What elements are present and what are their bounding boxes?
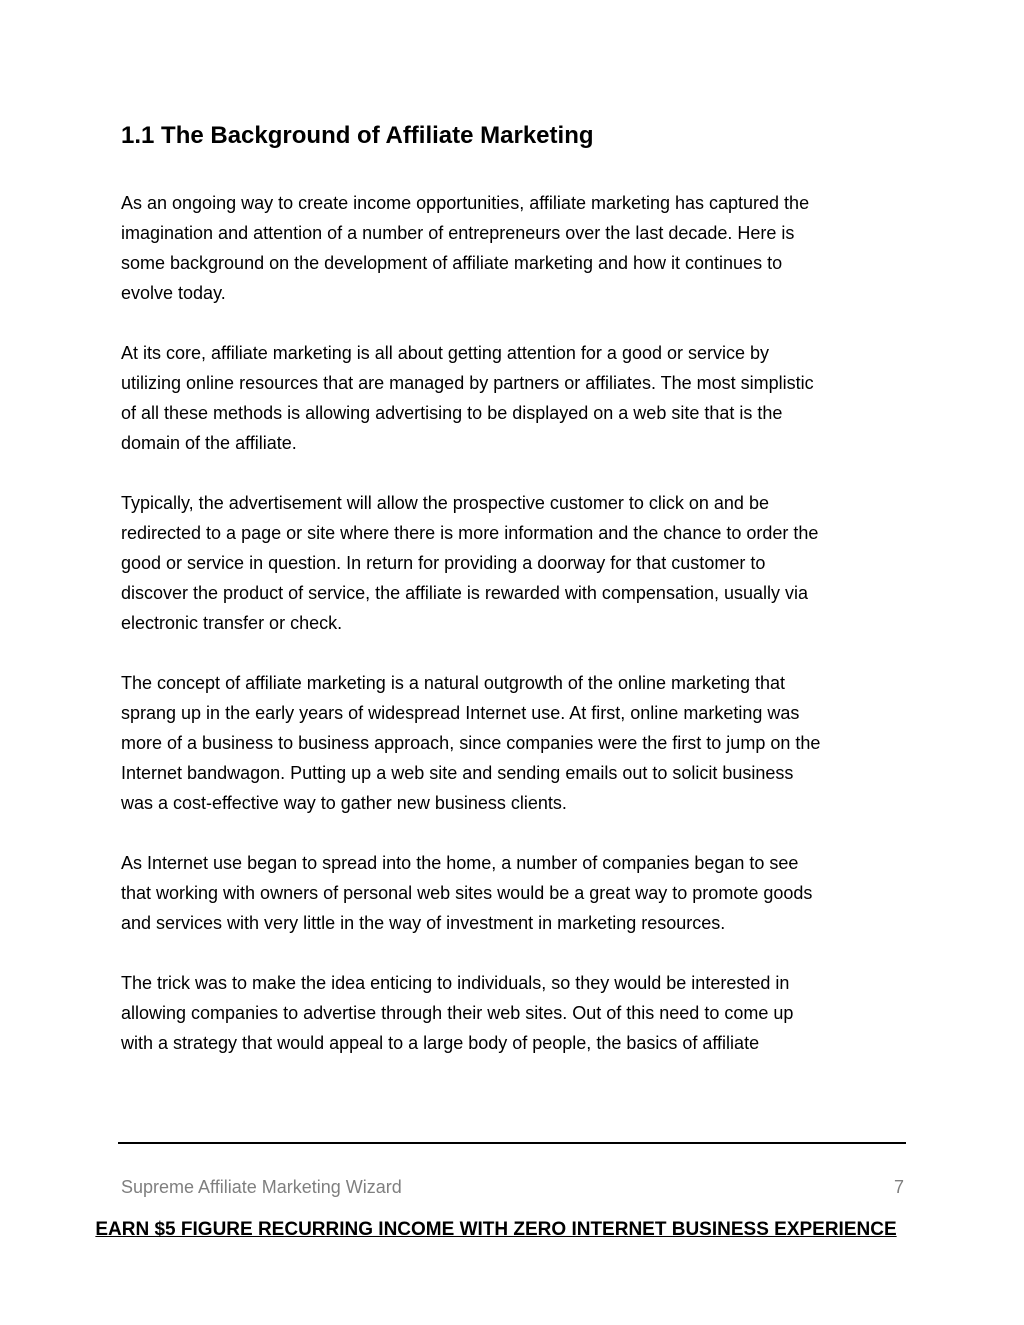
- paragraph-line: with a strategy that would appeal to a large body of people, the basics of affiliate: [121, 1033, 760, 1053]
- paragraph-line: utilizing online resources that are managed by partners or affiliates. The most simplistic: [121, 373, 814, 393]
- paragraph-line: imagination and attention of a number of entrepreneurs over the last decade. Here is: [121, 223, 795, 243]
- body-text: [121, 188, 921, 1088]
- paragraph-4: [121, 668, 921, 818]
- paragraph-line: Typically, the advertisement will allow the prospective customer to click on and be: [121, 493, 769, 513]
- promo-link[interactable]: EARN $5 FIGURE RECURRING INCOME WITH ZERO INTERNET BUSINESS EXPERIENCE: [95, 1219, 897, 1240]
- paragraph-line: of all these methods is allowing advertising to be displayed on a web site that is the: [121, 403, 783, 423]
- footer-document-title: Supreme Affiliate Marketing Wizard: [121, 1177, 402, 1197]
- paragraph-line: As an ongoing way to create income opportunities, affiliate marketing has captured the: [121, 193, 810, 213]
- paragraph-1: [121, 188, 921, 308]
- footer-divider: [118, 1142, 906, 1144]
- footer-page-number: 7: [893, 1177, 904, 1197]
- paragraph-line: some background on the development of affiliate marketing and how it continues to: [121, 253, 783, 273]
- paragraph-6: [121, 968, 921, 1058]
- section-heading: 1.1 The Background of Affiliate Marketing: [121, 122, 594, 149]
- paragraph-line: good or service in question. In return for providing a doorway for that customer to: [121, 553, 766, 573]
- paragraph-line: that working with owners of personal web sites would be a great way to promote goods: [121, 883, 813, 903]
- paragraph-line: domain of the affiliate.: [121, 433, 297, 453]
- paragraph-line: evolve today.: [121, 283, 226, 303]
- paragraph-line: The trick was to make the idea enticing to individuals, so they would be interested in: [121, 973, 790, 993]
- paragraph-line: more of a business to business approach, since companies were the first to jump on the: [121, 733, 821, 753]
- paragraph-line: was a cost-effective way to gather new business clients.: [121, 793, 567, 813]
- paragraph-line: allowing companies to advertise through their web sites. Out of this need to come up: [121, 1003, 794, 1023]
- paragraph-line: electronic transfer or check.: [121, 613, 343, 633]
- paragraph-line: redirected to a page or site where there is more information and the chance to order the: [121, 523, 819, 543]
- paragraph-5: [121, 848, 921, 938]
- paragraph-line: discover the product of service, the affiliate is rewarded with compensation, usually via: [121, 583, 809, 603]
- paragraph-line: Internet bandwagon. Putting up a web site and sending emails out to solicit business: [121, 763, 794, 783]
- paragraph-line: At its core, affiliate marketing is all about getting attention for a good or service by: [121, 343, 770, 363]
- paragraph-line: and services with very little in the way of investment in marketing resources.: [121, 913, 726, 933]
- paragraph-line: The concept of affiliate marketing is a natural outgrowth of the online marketing that: [121, 673, 786, 693]
- paragraph-2: [121, 338, 921, 458]
- paragraph-3: [121, 488, 921, 638]
- paragraph-line: As Internet use began to spread into the home, a number of companies began to see: [121, 853, 799, 873]
- paragraph-line: sprang up in the early years of widespread Internet use. At first, online marketing was: [121, 703, 800, 723]
